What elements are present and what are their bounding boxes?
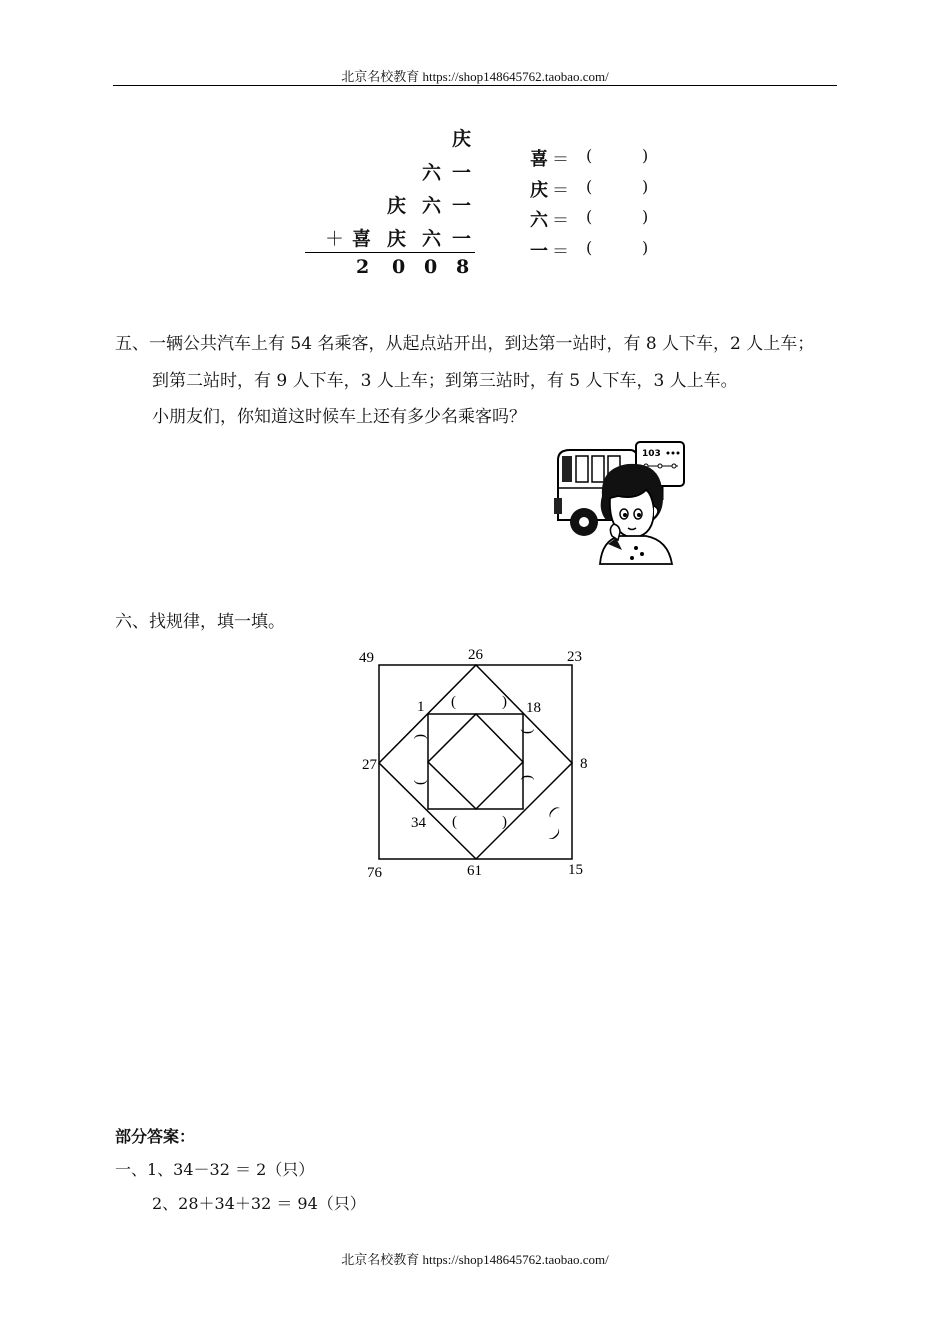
label-inner-top-right: 18 [526, 700, 541, 716]
sum-digit-1: 2 [356, 256, 370, 278]
inner-square [428, 714, 523, 809]
puzzle-row1-c4: 庆 [452, 128, 472, 150]
label-inner-top-left: 1 [417, 699, 425, 715]
answer-label: 喜 [530, 149, 548, 170]
label-top-right: 23 [567, 649, 582, 665]
blank-right-open[interactable]: ( [519, 729, 535, 734]
puzzle-row3-c4: 一 [452, 195, 472, 217]
puzzle-row2-c4: 一 [452, 162, 472, 184]
puzzle-row3-c2: 庆 [387, 195, 407, 217]
puzzle-row2-c3: 六 [422, 162, 442, 184]
equals-sign: ＝ [552, 242, 569, 262]
sum-rule [305, 252, 475, 253]
answer-blank-open[interactable]: ( [586, 177, 593, 196]
blank-left-close: ) [413, 780, 429, 785]
answer-line-1: 一、1、34－32 ＝ 2（只） [115, 1160, 315, 1179]
blank-top-close: ) [502, 694, 507, 710]
sum-digit-3: 0 [424, 256, 438, 278]
inner-diamond [428, 714, 523, 809]
plus-sign: ＋ [325, 228, 345, 250]
pattern-square-diagram [355, 640, 595, 885]
answer-line-2: 2、28＋34＋32 ＝ 94（只） [152, 1194, 366, 1213]
blank-br-close: ) [548, 827, 564, 843]
answer-blank-close: ) [642, 177, 649, 196]
answer-label: 六 [530, 210, 548, 231]
bus-sign-number: 103 [642, 449, 661, 459]
page-header: 北京名校教育 https://shop148645762.taobao.com/ [341, 69, 609, 84]
label-top-left: 49 [359, 650, 374, 666]
middle-diamond [379, 665, 572, 859]
q5-line-3: 小朋友们，你知道这时候车上还有多少名乘客吗？ [152, 407, 526, 427]
blank-left-open[interactable]: ( [413, 734, 429, 739]
blank-right-close: ) [519, 775, 535, 780]
label-top-middle: 26 [468, 647, 483, 663]
equals-sign: ＝ [552, 211, 569, 231]
answer-label: 一 [530, 241, 548, 262]
label-inner-bottom-left: 34 [411, 815, 426, 831]
blank-top-open[interactable]: ( [451, 694, 456, 710]
puzzle-row4-c2: 庆 [387, 228, 407, 250]
answer-blank-close: ) [642, 207, 649, 226]
label-middle-left: 27 [362, 757, 377, 773]
blank-br-open[interactable]: ( [546, 803, 562, 819]
sum-digit-4: 8 [456, 256, 470, 278]
label-middle-right: 8 [580, 756, 588, 772]
answer-blank-open[interactable]: ( [586, 146, 593, 165]
equals-sign: ＝ [552, 150, 569, 170]
answer-blank-open[interactable]: ( [586, 238, 593, 257]
puzzle-row3-c3: 六 [422, 195, 442, 217]
answer-blank-close: ) [642, 238, 649, 257]
q5-line-1: 五、一辆公共汽车上有 54 名乘客，从起点站开出，到达第一站时，有 8 人下车，2 人上车； [115, 334, 815, 354]
answer-blank-close: ) [642, 146, 649, 165]
blank-bottom-open[interactable]: ( [452, 814, 457, 830]
label-bottom-left: 76 [367, 865, 382, 881]
equals-sign: ＝ [552, 181, 569, 201]
puzzle-row4-c4: 一 [452, 228, 472, 250]
bus-child-illustration-icon [550, 440, 688, 566]
blank-bottom-close: ) [502, 814, 507, 830]
puzzle-row4-c3: 六 [422, 228, 442, 250]
outer-square [379, 665, 572, 859]
q5-line-2: 到第二站时，有 9 人下车，3 人上车；到第三站时，有 5 人下车，3 人上车。 [152, 371, 738, 391]
header-rule [113, 85, 837, 86]
sum-digit-2: 0 [392, 256, 406, 278]
answer-blank-open[interactable]: ( [586, 207, 593, 226]
label-bottom-middle: 61 [467, 863, 482, 879]
q6-title: 六、找规律，填一填。 [115, 612, 285, 632]
answer-label: 庆 [530, 180, 548, 201]
label-bottom-right: 15 [568, 862, 583, 878]
answers-title: 部分答案： [115, 1127, 196, 1146]
puzzle-row4-c1: 喜 [352, 228, 372, 250]
page-footer: 北京名校教育 https://shop148645762.taobao.com/ [341, 1252, 609, 1267]
